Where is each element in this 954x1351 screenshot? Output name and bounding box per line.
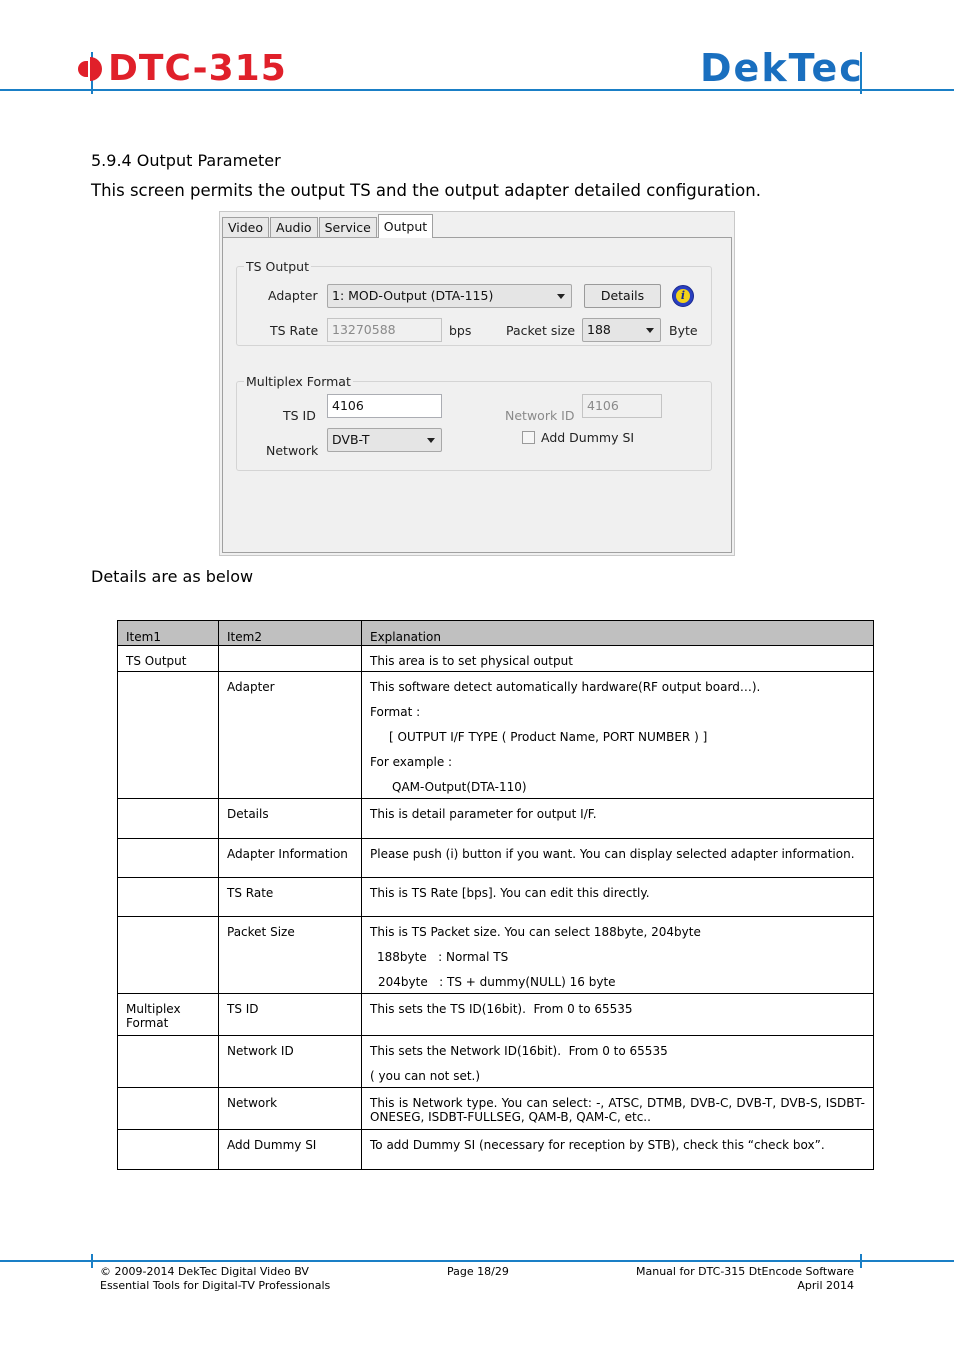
table-cell-item1: [118, 1088, 219, 1130]
footer-manual-title: Manual for DTC-315 DtEncode Software: [636, 1265, 854, 1278]
footer-tagline: Essential Tools for Digital-TV Professionals: [100, 1279, 331, 1292]
table-cell-item2: Add Dummy SI: [219, 1130, 362, 1170]
ts-output-group-title: TS Output: [246, 259, 309, 274]
chevron-down-icon: [557, 294, 565, 299]
table-cell-item1: [118, 1130, 219, 1170]
table-cell-item1: [118, 1036, 219, 1088]
network-label: Network: [266, 443, 319, 458]
footer-page-number: Page 18/29: [447, 1265, 509, 1278]
table-row: [118, 839, 874, 878]
footer-tick-right: [860, 1254, 862, 1268]
table-row: [118, 1088, 874, 1130]
table-cell-item2: [219, 646, 362, 672]
tab-audio[interactable]: Audio: [270, 217, 318, 237]
tab-output[interactable]: Output: [378, 214, 433, 238]
table-cell-explanation: This is TS Rate [bps]. You can edit this directly.: [362, 878, 874, 917]
footer-rule: [0, 1260, 954, 1262]
output-tab-panel: [222, 237, 732, 553]
ts-rate-field[interactable]: 13270588: [327, 318, 442, 342]
add-dummy-si-label[interactable]: Add Dummy SI: [541, 430, 635, 445]
table-cell-item2: Adapter Information: [219, 839, 362, 878]
footer-right: [636, 1265, 854, 1293]
table-cell-item1: [118, 839, 219, 878]
table-cell-explanation: This sets the Network ID(16bit). From 0 to 65535 ( you can not set.): [362, 1036, 874, 1088]
section-description: This screen permits the output TS and the output adapter detailed configuration.: [91, 181, 761, 200]
network-select[interactable]: [327, 428, 442, 452]
adapter-label: Adapter: [268, 288, 318, 303]
table-cell-item2: Network ID: [219, 1036, 362, 1088]
product-logo-mark-icon: [76, 55, 102, 83]
table-row: [118, 799, 874, 839]
table-cell-item2: TS Rate: [219, 878, 362, 917]
details-table: [117, 620, 874, 1170]
table-cell-explanation: This area is to set physical output: [362, 646, 874, 672]
table-header-row: [118, 621, 874, 646]
tab-video[interactable]: Video: [222, 217, 269, 237]
table-cell-item1: Multiplex Format: [118, 994, 219, 1036]
table-header-cell: Item2: [219, 621, 362, 646]
chevron-down-icon: [427, 438, 435, 443]
tab-bar: [222, 214, 434, 238]
ts-id-label: TS ID: [283, 408, 316, 423]
network-select-value: DVB-T: [332, 432, 370, 447]
packet-size-label: Packet size: [506, 323, 576, 338]
table-row: [118, 672, 874, 799]
adapter-select-value: 1: MOD-Output (DTA-115): [332, 288, 494, 303]
ts-rate-unit: bps: [449, 323, 472, 338]
table-cell-item1: [118, 799, 219, 839]
network-id-field[interactable]: 4106: [582, 394, 662, 418]
network-id-label: Network ID: [505, 408, 575, 423]
multiplex-format-group-title: Multiplex Format: [246, 374, 351, 389]
details-intro: Details are as below: [91, 567, 254, 586]
table-cell-explanation: Please push (i) button if you want. You can display selected adapter information.: [362, 839, 874, 878]
info-icon: i: [676, 289, 690, 303]
table-cell-item2: Network: [219, 1088, 362, 1130]
table-cell-item1: [118, 917, 219, 994]
table-row: [118, 994, 874, 1036]
details-button[interactable]: Details: [584, 284, 661, 308]
section-title: 5.9.4 Output Parameter: [91, 151, 281, 170]
table-cell-item1: TS Output: [118, 646, 219, 672]
ts-rate-label: TS Rate: [270, 323, 319, 338]
table-header-cell: Explanation: [362, 621, 874, 646]
footer-left: [100, 1265, 330, 1293]
table-cell-explanation: To add Dummy SI (necessary for reception by STB), check this “check box”.: [362, 1130, 874, 1170]
output-settings-screenshot: [219, 211, 735, 556]
table-cell-item2: Adapter: [219, 672, 362, 799]
table-row: [118, 646, 874, 672]
table-row: [118, 917, 874, 994]
table-cell-explanation: This is detail parameter for output I/F.: [362, 799, 874, 839]
table-header-cell: Item1: [118, 621, 219, 646]
product-logo-text: DTC-315: [108, 48, 287, 89]
packet-size-unit: Byte: [669, 323, 698, 338]
table-cell-item2: TS ID: [219, 994, 362, 1036]
table-cell-explanation: This sets the TS ID(16bit). From 0 to 65535: [362, 994, 874, 1036]
footer-copyright: © 2009-2014 DekTec Digital Video BV: [100, 1265, 309, 1278]
table-cell-item1: [118, 672, 219, 799]
table-cell-explanation: This software detect automatically hardware(RF output board…). Format : [ OUTPUT I/F TYPE ( Product Name, PORT NUMBER ) ] For example : QAM-Output(DTA-110): [362, 672, 874, 799]
table-row: [118, 878, 874, 917]
add-dummy-si-checkbox[interactable]: [522, 431, 535, 444]
table-cell-explanation: This is Network type. You can select: -, ATSC, DTMB, DVB-C, DVB-T, DVB-S, ISDBT-ONESEG, ISDBT-FULLSEG, QAM-B, QAM-C, etc..: [362, 1088, 874, 1130]
footer-tick-left: [91, 1254, 93, 1268]
adapter-info-button[interactable]: [672, 285, 694, 307]
table-cell-item1: [118, 878, 219, 917]
dektec-logo: DekTec: [700, 46, 864, 90]
table-row: [118, 1036, 874, 1088]
product-logo: [76, 48, 287, 89]
packet-size-select[interactable]: [582, 318, 661, 342]
packet-size-select-value: 188: [587, 322, 611, 337]
table-cell-item2: Packet Size: [219, 917, 362, 994]
ts-id-field[interactable]: 4106: [327, 394, 442, 418]
table-cell-explanation: This is TS Packet size. You can select 188byte, 204byte 188byte : Normal TS 204byte : TS + dummy(NULL) 16 byte: [362, 917, 874, 994]
chevron-down-icon: [646, 328, 654, 333]
tab-service[interactable]: Service: [319, 217, 377, 237]
adapter-select[interactable]: [327, 284, 572, 308]
table-cell-item2: Details: [219, 799, 362, 839]
footer-date: April 2014: [797, 1279, 854, 1292]
table-row: [118, 1130, 874, 1170]
